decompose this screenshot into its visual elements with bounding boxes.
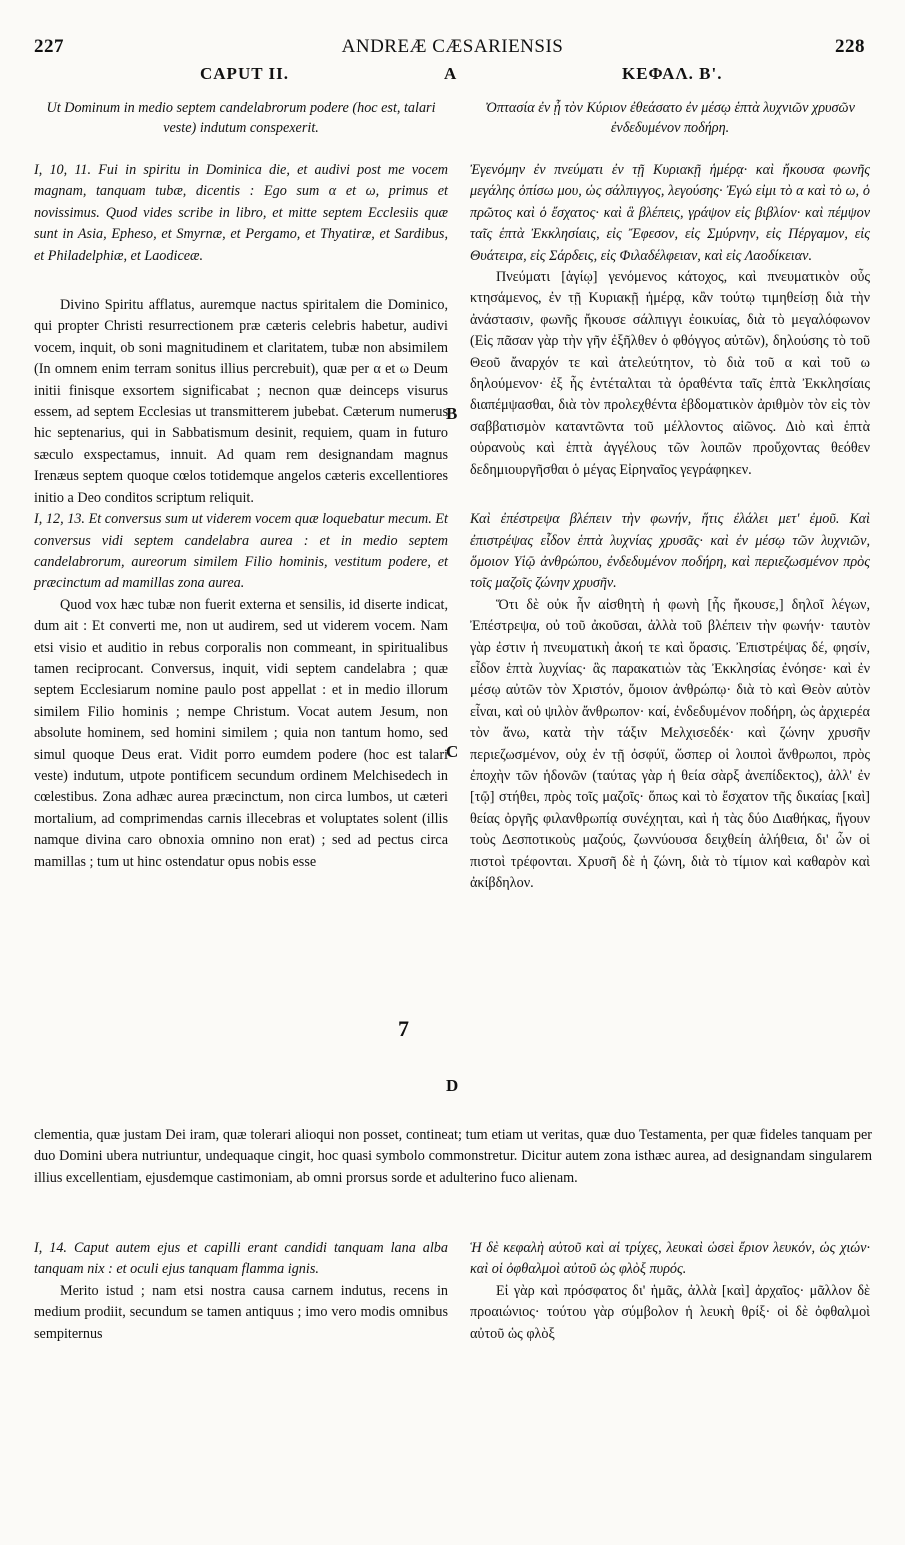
latin-bottom-column xyxy=(34,1238,448,1345)
running-title: ANDREÆ CÆSARIENSIS xyxy=(341,36,564,57)
page-number-left: 227 xyxy=(34,36,64,57)
greek-lemma-1: Ἐγενόμην ἐν πνεύματι ἐν τῇ Κυριακῇ ἡμέρᾳ· καὶ ἤκουσα φωνῆς μεγάλης ὀπίσω μου, ὡς σάλπιγγος, λεγούσης· Ἐγώ εἰμι τὸ α καὶ τὸ ω, ὁ πρῶτος καὶ ὁ ἔσχατος· καὶ ἃ βλέπεις, γράψον εἰς βιβλίον· καὶ πέμψον ταῖς ἑπτὰ Ἐκκλησίαις, εἰς Ἔφεσον, εἰς Σμύρνην, εἰς Πέργαμον, εἰς Θυάτειρα, εἰς Σάρδεις, εἰς Φιλαδέλφειαν, καὶ εἰς Λαοδίκειαν. xyxy=(470,162,870,264)
greek-chapter-title: Ὀπτασία ἐν ᾗ τὸν Κύριον ἐθεάσατο ἐν μέσῳ ἑπτὰ λυχνιῶν χρυσῶν ἐνδεδυμένον ποδήρη. xyxy=(485,100,855,136)
latin-lemma-2: I, 12, 13. Et conversus sum ut viderem vocem quæ loquebatur mecum. Et conversus vidi septem candelabra aurea : et in medio septem candelabrorum, aureorum similem Filio hominis, vestitum podere, et præcinctum ad mamillas zona aurea. xyxy=(34,511,448,592)
column-letter-a: A xyxy=(444,64,458,83)
chapter-heading-latin: CAPUT II. xyxy=(200,64,289,83)
latin-chapter-title: Ut Dominum in medio septem candelabrorum podere (hoc est, talari veste) indutum conspexerit. xyxy=(46,100,436,136)
greek-column xyxy=(470,98,870,894)
page-number-right: 228 xyxy=(835,36,865,57)
latin-commentary-3: Merito istud ; nam etsi nostra causa carnem indutus, recens in medium prodiit, secundum se tamen antiquus ; imo vero modis omnibus sempiternus xyxy=(34,1282,448,1342)
greek-commentary-3: Εἰ γὰρ καὶ πρόσφατος δι' ἡμᾶς, ἀλλὰ [καὶ] ἀρχαῖος· μᾶλλον δὲ προαιώνιος· τούτου γὰρ σύμβολον ἡ λευκὴ θρίξ· οἱ δὲ ὀφθαλμοὶ αὐτοῦ ὡς φλὸξ xyxy=(470,1282,870,1342)
chapter-heading-greek: ΚΕΦΑΛ. Β'. xyxy=(622,64,723,83)
margin-number-seven: 7 xyxy=(398,1016,409,1041)
greek-lemma-3: Ἡ δὲ κεφαλὴ αὐτοῦ καὶ αἱ τρίχες, λευκαὶ ὡσεὶ ἔριον λευκόν, ὡς χιών· καὶ οἱ ὀφθαλμοὶ αὐτοῦ ὡς φλὸξ πυρός. xyxy=(470,1240,870,1278)
latin-lemma-1: I, 10, 11. Fui in spiritu in Dominica die, et audivi post me vocem magnam, tanquam tubæ, dicentis : Ego sum α et ω, primus et novissimus. Quod vides scribe in libro, et mitte septem Ecclesiis quæ sunt in Asia, Epheso, et Smyrnæ, et Pergamo, et Thyatiræ, et Sardibus, et Philadelphiæ, et Laodiceæ. xyxy=(34,162,448,264)
greek-lemma-2: Καὶ ἐπέστρεψα βλέπειν τὴν φωνήν, ἥτις ἐλάλει μετ' ἐμοῦ. Καὶ ἐπιστρέψας εἶδον ἑπτὰ λυχνίας χρυσᾶς· καὶ ἐν μέσῳ τῶν λυχνιῶν, ὅμοιον Υἱῷ ἀνθρώπου, ἐνδεδυμένον ποδήρη, καὶ περιεζωσμένον πρὸς τοῖς μαζοῖς ζώνην χρυσῆν. xyxy=(470,511,870,592)
margin-letter-c: C xyxy=(446,742,459,761)
latin-commentary-1: Divino Spiritu afflatus, auremque nactus spiritalem die Dominico, qui propter Christi resurrectionem præ cæteris celebris habetur, audivi vocem, inquit, ob soni magnitudinem et claritatem, tubæ non absimilem (In omnem enim terram sonitus illius percrebuit), quæ per α et ω Deum initii finisque exsortem significabat ; necnon quæ deinceps visurus essem, ad septem Ecclesias ut transmitterem jubebat. Cæterum numerus hic septenarius, qui in Sabbatismum desinit, requiem, quam in futuro sæculo exspectamus, innuit. Ad quam rem designandam magnus Irenæus septem quoque cœlos totidemque angelos cæteris excellentiores initio a Deo conditos scriptum reliquit. xyxy=(34,297,448,506)
latin-lemma-3: I, 14. Caput autem ejus et capilli erant candidi tanquam lana alba tanquam nix : et oculi ejus tanquam flamma ignis. xyxy=(34,1240,448,1278)
margin-letter-b: B xyxy=(446,404,458,423)
greek-commentary-1: Πνεύματι [ἁγίῳ] γενόμενος κάτοχος, καὶ πνευματικὸν οὖς κτησάμενος, ἐν τῇ Κυριακῇ ἡμέρᾳ, κἂν τούτῳ τιμηθείσῃ διὰ τὴν ἀνάστασιν, φωνῆς ἤκουσε σάλπιγγι ἐοικυίας, διὰ τὸ μεγαλόφωνον (Εἰς πᾶσαν γὰρ τὴν γῆν ἐξῆλθεν ὁ φθόγγος αὐτῶν), δηλούσης τὸ τοῦ Θεοῦ ἄναρχόν τε καὶ ἀτελεύτητον, τὸ διὰ τοῦ α καὶ τοῦ ω δηλούμενον· ἐξ ἧς ἐντέταλται τὰ ὁραθέντα ταῖς ἑπτὰ Ἐκκλησίαις διαπέμψασθαι, διὰ τὸν προλεχθέντα ἑβδοματικὸν ἀριθμὸν τὸν εἰς τὸν σαββατισμὸν καταντῶντα τοῦ μέλλοντος αἰῶνος. Διὸ καὶ ἑπτὰ οὐρανοὺς καὶ ἑπτὰ ἀγγέλους τῶν λοιπῶν προὔχοντας θεόθεν δεδημιουργῆσθαι ὁ μέγας Εἰρηναῖος γεγράφηκεν. xyxy=(470,269,870,478)
margin-letter-d: D xyxy=(446,1076,459,1095)
greek-bottom-column xyxy=(470,1238,870,1345)
latin-commentary-2: Quod vox hæc tubæ non fuerit externa et sensilis, id diserte indicat, dum ait : Et converti me, non ut audirem, sed ut viderem vocem. Nam etsi visio et auditio in rebus corporalis non commeant, in spiritualibus tamen reciprocant. Conversus, inquit, vidi septem candelabra ; quæ septem Ecclesiarum nomine paulo post appellat : et in medio illorum similem Filio hominis ; nempe Christum. Vocat autem Jesum, non absolute hominem, sed homini similem ; quia non tantum homo, sed simul quoque Deus erat. Vidit porro eumdem podere (hoc est talari veste) indutum, utpote pontificem secundum ordinem Melchisedech in cœlestibus. Zona adhæc aurea præcinctum, non circa lumbos, ut cæteri mortalium, ad comprimendas carnis illecebras et voluptates solent (illis namque divina caro obnoxia omnino non erat) ; sed ad pectus circa mamillas ; tum ut hinc ostendatur opus nobis esse xyxy=(34,596,448,870)
latin-column xyxy=(34,98,448,873)
greek-commentary-2: Ὅτι δὲ οὐκ ἦν αἰσθητὴ ἡ φωνὴ [ἧς ἤκουσε,] δηλοῖ λέγων, Ἐπέστρεψα, οὐ τοῦ ἀκοῦσαι, ἀλλὰ τοῦ βλέπειν τὴν φωνήν· ταυτὸν γὰρ ἐστιν ἡ πνευματικὴ ἀκοή τε καὶ ὅρασις. Ἐπιστρέψας δέ, φησίν, εἶδον ἑπτὰ λυχνίας· ἃς παρακατιὼν τὰς Ἐκκλησίας ἐνόησε· καὶ ἐν μέσῳ αὐτῶν τὸν Χριστόν, ὅμοιον ἀνθρώπῳ· διὰ τὸ καὶ Θεὸν αὐτὸν εἶναι, καὶ οὐ ψιλὸν ἄνθρωπον· καί, ἐνδεδυμένον ποδήρη, ὡς ἀρχιερέα τὸν ἄνω, κατὰ τὴν τάξιν Μελχισεδέκ· καὶ ζώνην χρυσῆν περιεζωσμένον, οὐχ ἐν τῇ ὀσφύϊ, ὥσπερ οἱ λοιποὶ ἄνθρωποι, πρὸς ἐποχὴν τῶν ἡδονῶν (ταύτας γὰρ ἡ θεία σὰρξ ἀνεπίδεκτος), ἀλλ' ἐν [τῷ] στήθει, πρὸς τοῖς μαζοῖς· ὅπως καὶ τὸ ἔσχατον τῆς δικαίας [καὶ] θείας ὀργῆς φιλανθρωπίᾳ συνέχηται, καὶ ἡ τὰς δύο Διαθήκας, ἤγουν τοὺς Δεσποτικοὺς μαζούς, ζωννύουσα δειχθείη ἀλήθεια, δι' ὧν οἱ πιστοὶ τρέφονται. Χρυσῆ δὲ ἡ ζώνη, διὰ τὸ τίμιον καὶ καθαρὸν καὶ ἀκίβδηλον. xyxy=(470,596,870,891)
latin-spanning-paragraph: clementia, quæ justam Dei iram, quæ tolerari alioqui non posset, contineat; tum etiam ut veritas, quæ duo Testamenta, per quæ fideles tanquam per duo Domini ubera nutriuntur, undequaque cingit, hoc quasi symbolo commonstretur. Dicitur autem zona isthæc aurea, ad designandam singularem illius excellentiam, ejusdemque castimoniam, ab omni prorsus sorde et adulterino fuco alienam. xyxy=(34,1127,872,1186)
